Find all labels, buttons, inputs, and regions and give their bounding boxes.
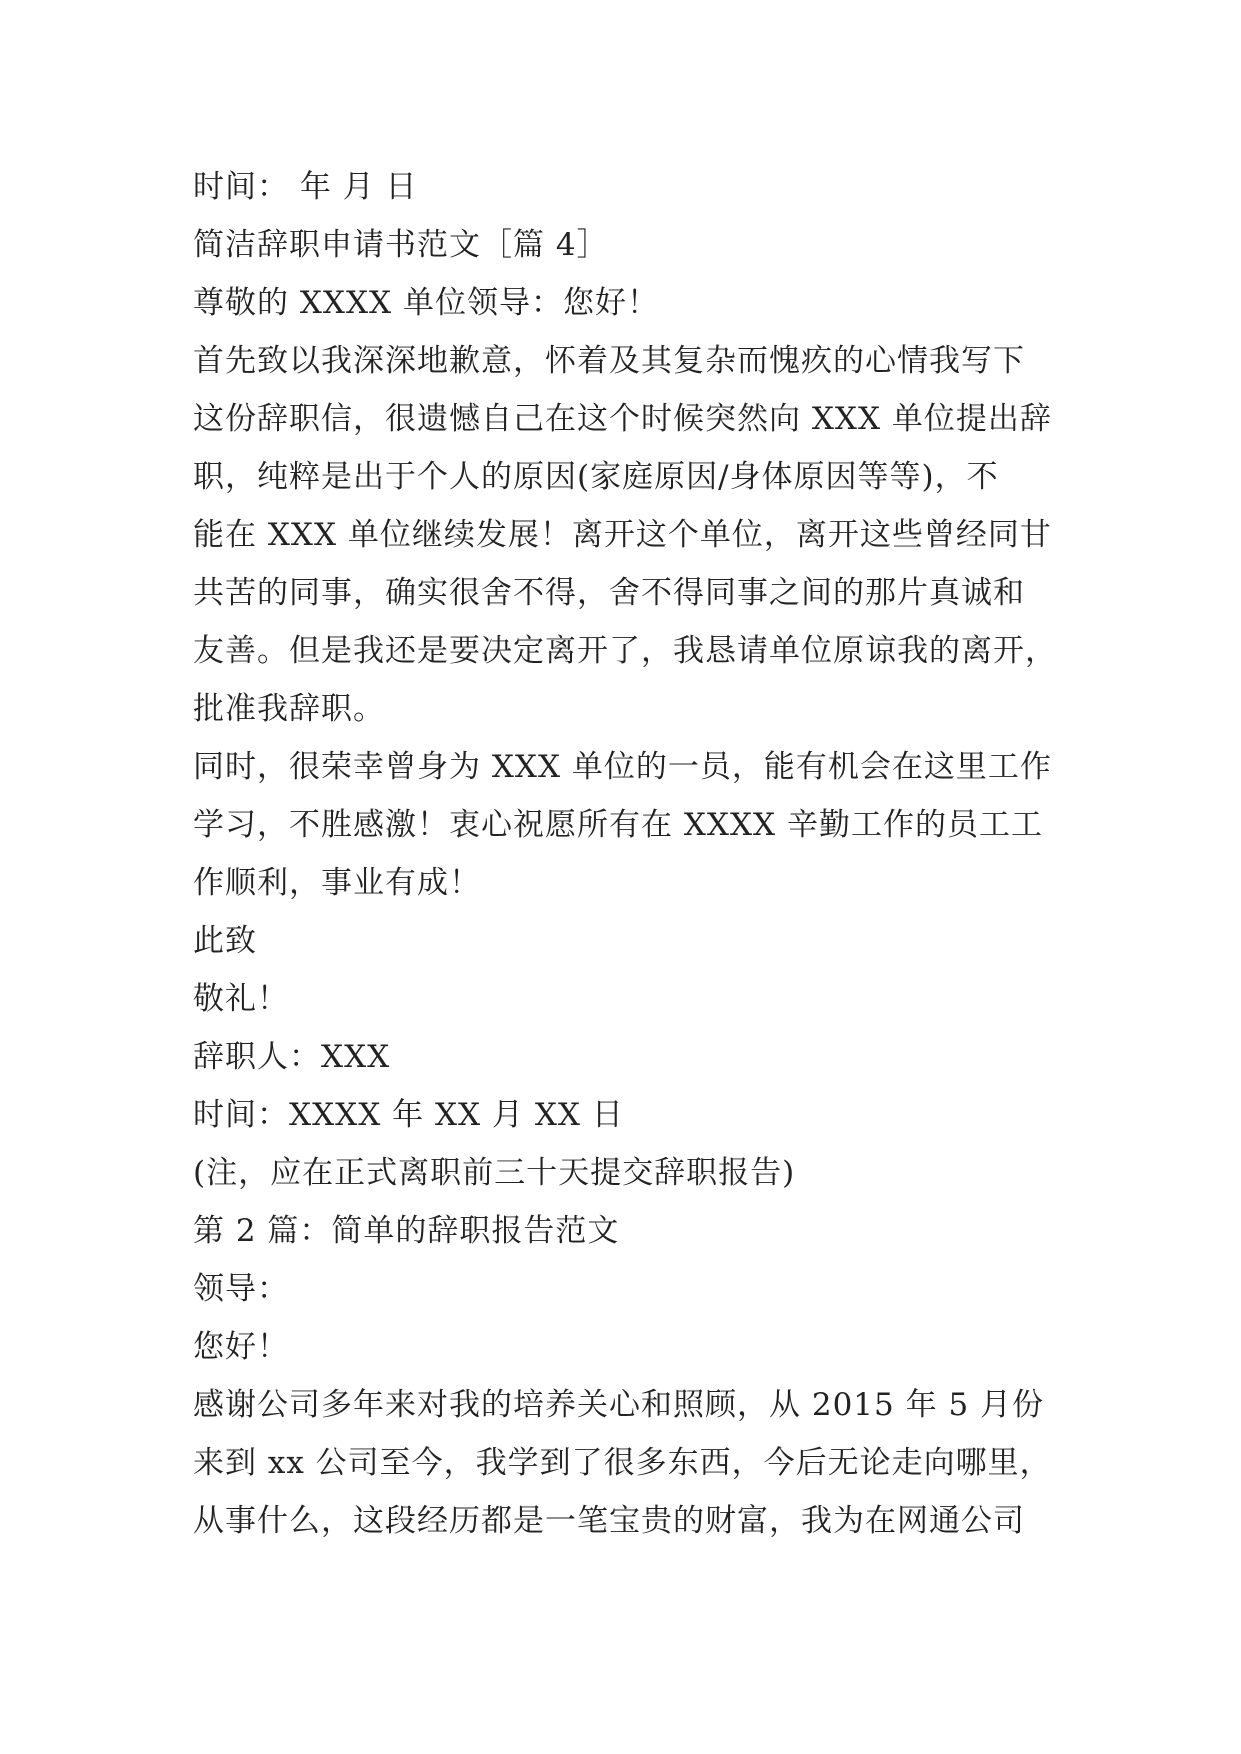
salutation: 领导： [193, 1271, 289, 1307]
paragraph-line: 批准我辞职。 [193, 691, 385, 727]
paragraph-line: 来到 xx 公司至今，我学到了很多东西，今后无论走向哪里， [193, 1445, 1052, 1481]
note-line: (注，应在正式离职前三十天提交辞职报告) [193, 1155, 796, 1191]
paragraph-line: 这份辞职信，很遗憾自己在这个时候突然向 XXX 单位提出辞 [193, 401, 1052, 437]
paragraph-line: 从事什么，这段经历都是一笔宝贵的财富，我为在网通公司 [193, 1503, 1025, 1539]
section-title: 简洁辞职申请书范文［篇 4］ [193, 227, 609, 263]
paragraph-line: 能在 XXX 单位继续发展！离开这个单位，离开这些曾经同甘 [193, 517, 1052, 553]
paragraph-line: 共苦的同事，确实很舍不得，舍不得同事之间的那片真诚和 [193, 575, 1025, 611]
date-line: 时间：XXXX 年 XX 月 XX 日 [193, 1097, 624, 1133]
section-title: 第 2 篇：简单的辞职报告范文 [193, 1213, 620, 1249]
document-body [193, 158, 1063, 1550]
closing-line: 敬礼！ [193, 981, 289, 1017]
paragraph-line: 职，纯粹是出于个人的原因(家庭原因/身体原因等等)，不 [193, 459, 999, 495]
paragraph-line: 首先致以我深深地歉意，怀着及其复杂而愧疚的心情我写下 [193, 343, 1025, 379]
paragraph-line: 感谢公司多年来对我的培养关心和照顾，从 2015 年 5 月份 [193, 1387, 1045, 1423]
salutation: 您好！ [193, 1329, 289, 1365]
signature-line: 辞职人：XXX [193, 1039, 391, 1075]
closing-line: 此致 [193, 923, 257, 959]
paragraph-line: 学习，不胜感激！衷心祝愿所有在 XXXX 辛勤工作的员工工 [193, 807, 1043, 843]
paragraph-line: 友善。但是我还是要决定离开了，我恳请单位原谅我的离开， [193, 633, 1057, 669]
salutation: 尊敬的 XXXX 单位领导：您好！ [193, 285, 659, 321]
paragraph-line: 同时，很荣幸曾身为 XXX 单位的一员，能有机会在这里工作 [193, 749, 1052, 785]
paragraph-line: 作顺利，事业有成！ [193, 865, 481, 901]
date-line: 时间： 年 月 日 [193, 169, 418, 205]
